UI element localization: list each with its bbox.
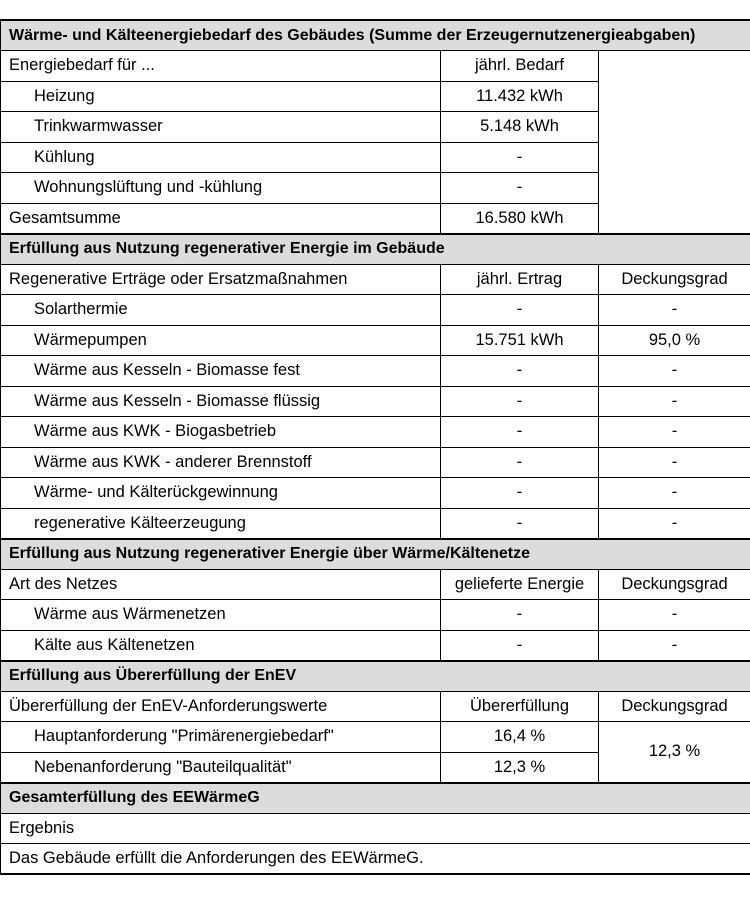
row-value: - (441, 447, 599, 478)
row-coverage: - (599, 417, 750, 448)
row-coverage: - (599, 356, 750, 387)
row-label: Wärmepumpen (1, 325, 441, 356)
row-value: - (441, 478, 599, 509)
total-value: 16.580 kWh (441, 203, 599, 234)
row-value: - (441, 142, 599, 173)
row-label: Wärme aus KWK - anderer Brennstoff (1, 447, 441, 478)
result-text: Das Gebäude erfüllt die Anforderungen des EEWärmeG. (1, 844, 750, 875)
row-value: - (441, 600, 599, 631)
row-value: 15.751 kWh (441, 325, 599, 356)
col-header-annual-yield: jährl. Ertrag (441, 264, 599, 295)
row-coverage: - (599, 386, 750, 417)
row-value: - (441, 173, 599, 204)
row-label: Wohnungslüftung und -kühlung (1, 173, 441, 204)
row-value: - (441, 630, 599, 661)
row-label: Wärme- und Kälterückgewinnung (1, 478, 441, 509)
row-label: Wärme aus KWK - Biogasbetrieb (1, 417, 441, 448)
row-coverage: - (599, 447, 750, 478)
col-header-label: Regenerative Erträge oder Ersatzmaßnahmen (1, 264, 441, 295)
result-label: Ergebnis (1, 813, 750, 844)
row-value: - (441, 295, 599, 326)
section-heading-energy-demand: Wärme- und Kälteenergiebedarf des Gebäudes (Summe der Erzeugernutzenergieabgaben) (1, 20, 750, 51)
row-value: - (441, 508, 599, 539)
col-header-coverage: Deckungsgrad (599, 264, 750, 295)
row-coverage: - (599, 630, 750, 661)
col-header-label: Übererfüllung der EnEV-Anforderungswerte (1, 691, 441, 722)
col-header-coverage: Deckungsgrad (599, 569, 750, 600)
row-coverage: - (599, 600, 750, 631)
section-heading-enev-overfulfillment: Erfüllung aus Übererfüllung der EnEV (1, 661, 750, 692)
eewaermeg-table (0, 19, 750, 875)
row-value: 16,4 % (441, 722, 599, 753)
col-header-label: Art des Netzes (1, 569, 441, 600)
col-header-coverage: Deckungsgrad (599, 691, 750, 722)
total-label: Gesamtsumme (1, 203, 441, 234)
row-coverage: - (599, 478, 750, 509)
row-label: Kühlung (1, 142, 441, 173)
section-heading-heat-networks: Erfüllung aus Nutzung regenerativer Energie über Wärme/Kältenetze (1, 539, 750, 570)
col-header-overfulfillment: Übererfüllung (441, 691, 599, 722)
row-coverage: 95,0 % (599, 325, 750, 356)
row-value: 5.148 kWh (441, 112, 599, 143)
row-label: Wärme aus Kesseln - Biomasse flüssig (1, 386, 441, 417)
row-coverage: - (599, 295, 750, 326)
section-heading-renewable-building: Erfüllung aus Nutzung regenerativer Energie im Gebäude (1, 234, 750, 265)
row-value: - (441, 417, 599, 448)
col-header-label: Energiebedarf für ... (1, 51, 441, 82)
section-heading-overall-fulfillment: Gesamterfüllung des EEWärmeG (1, 783, 750, 814)
empty-cell (599, 51, 750, 234)
col-header-annual-demand: jährl. Bedarf (441, 51, 599, 82)
row-value: 11.432 kWh (441, 81, 599, 112)
row-label: Wärme aus Wärmenetzen (1, 600, 441, 631)
row-value: 12,3 % (441, 752, 599, 783)
row-label: Hauptanforderung "Primärenergiebedarf" (1, 722, 441, 753)
row-coverage: 12,3 % (599, 722, 750, 783)
row-label: Solarthermie (1, 295, 441, 326)
row-label: Nebenanforderung "Bauteilqualität" (1, 752, 441, 783)
row-label: Heizung (1, 81, 441, 112)
row-label: Trinkwarmwasser (1, 112, 441, 143)
col-header-delivered-energy: gelieferte Energie (441, 569, 599, 600)
row-label: Kälte aus Kältenetzen (1, 630, 441, 661)
row-value: - (441, 386, 599, 417)
row-coverage: - (599, 508, 750, 539)
row-value: - (441, 356, 599, 387)
row-label: Wärme aus Kesseln - Biomasse fest (1, 356, 441, 387)
row-label: regenerative Kälteerzeugung (1, 508, 441, 539)
